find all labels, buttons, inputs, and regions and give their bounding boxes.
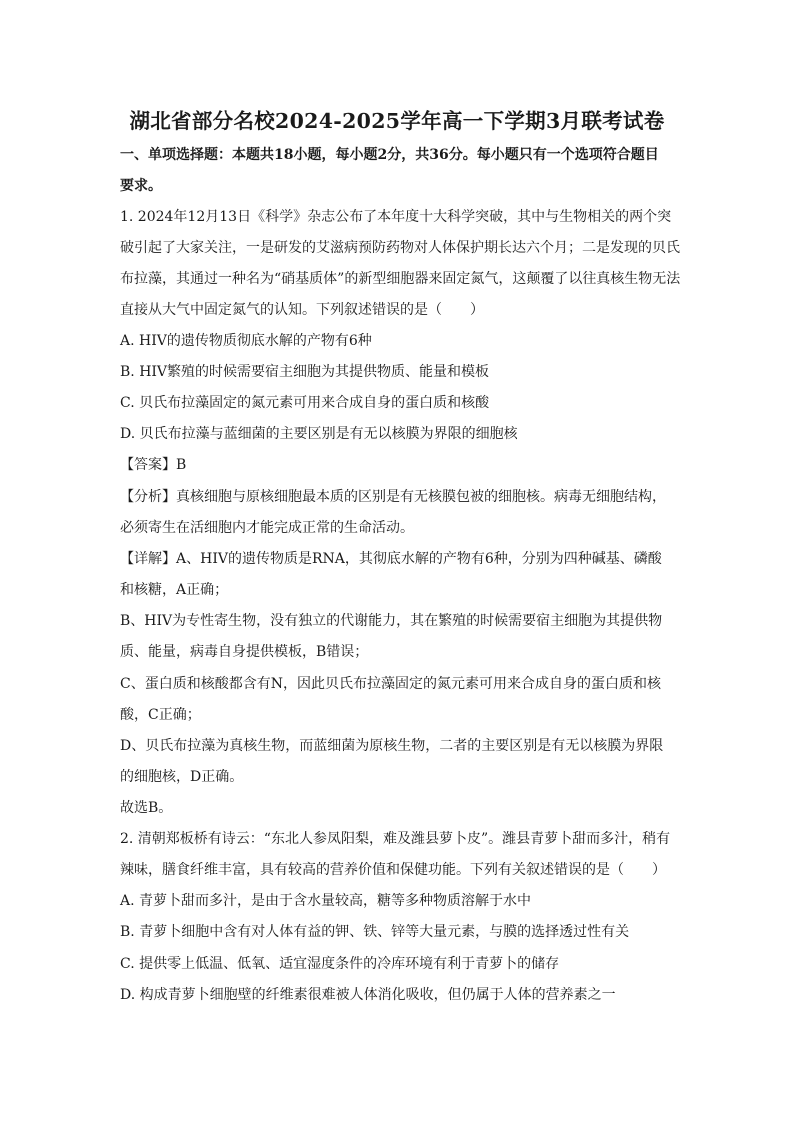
q1-stem-line-2: 破引起了大家关注，一是研发的艾滋病预防药物对人体保护期长达六个月；二是发现的贝氏 [120,240,680,256]
q1-detail-line-4: 质、能量，病毒自身提供模板，B错误； [120,644,369,660]
q1-detail-line-8: 的细胞核，D正确。 [120,769,244,785]
q1-stem-line-1: 1. 2024年12月13日《科学》杂志公布了本年度十大科学突破，其中与生物相关的两个突 [120,209,672,225]
q1-detail-line-7: D、贝氏布拉藻为真核生物，而蓝细菌为原核生物，二者的主要区别是有无以核膜为界限 [120,738,664,754]
q1-stem-line-3: 布拉藻，其通过一种名为“硝基质体”的新型细胞器来固定氮气，这颠覆了以往真核生物无法 [120,271,681,287]
q1-answer: 【答案】B [120,457,187,473]
q1-stem-line-4: 直接从大气中固定氮气的认知。下列叙述错误的是（ ） [120,302,484,318]
q2-option-c: C. 提供零上低温、低氧、适宜湿度条件的冷库环境有利于青萝卜的储存 [120,956,560,972]
q1-detail-line-1: 【详解】A、HIV的遗传物质是RNA，其彻底水解的产物有6种，分别为四种碱基、磷酸 [120,551,662,567]
q1-detail-line-2: 和核糖，A正确； [120,582,229,598]
q1-conclusion: 故选B。 [120,800,173,816]
q1-detail-line-3: B、HIV为专性寄生物，没有独立的代谢能力，其在繁殖的时候需要宿主细胞为其提供物 [120,613,663,629]
q1-option-a: A. HIV的遗传物质彻底水解的产物有6种 [120,333,372,349]
exam-title: 湖北省部分名校2024-2025学年高一下学期3月联考试卷 [129,109,665,133]
q1-option-c: C. 贝氏布拉藻固定的氮元素可用来合成自身的蛋白质和核酸 [120,395,490,411]
q2-option-a: A. 青萝卜甜而多汁，是由于含水量较高，糖等多种物质溶解于水中 [120,893,532,909]
q1-analysis-line-2: 必须寄生在活细胞内才能完成正常的生命活动。 [120,520,414,536]
q1-option-b: B. HIV繁殖的时候需要宿主细胞为其提供物质、能量和模板 [120,364,490,380]
q2-option-b: B. 青萝卜细胞中含有对人体有益的钾、铁、锌等大量元素，与膜的选择透过性有关 [120,924,630,940]
q1-detail-line-5: C、蛋白质和核酸都含有N，因此贝氏布拉藻固定的氮元素可用来合成自身的蛋白质和核 [120,676,661,692]
q2-stem-line-2: 辣味，膳食纤维丰富，具有较高的营养价值和保健功能。下列有关叙述错误的是（ ） [120,862,666,878]
q1-option-d: D. 贝氏布拉藻与蓝细菌的主要区别是有无以核膜为界限的细胞核 [120,426,518,442]
q1-detail-line-6: 酸，C正确； [120,707,201,723]
q2-stem-line-1: 2. 清朝郑板桥有诗云：“东北人参凤阳梨，难及潍县萝卜皮”。潍县青萝卜甜而多汁，稍有 [120,831,671,847]
section-heading-line-1: 一、单项选择题：本题共18小题，每小题2分，共36分。每小题只有一个选项符合题目 [120,147,659,163]
q1-analysis-line-1: 【分析】真核细胞与原核细胞最本质的区别是有无核膜包被的细胞核。病毒无细胞结构， [120,489,666,505]
q2-option-d: D. 构成青萝卜细胞壁的纤维素很难被人体消化吸收，但仍属于人体的营养素之一 [120,987,616,1003]
section-heading-line-2: 要求。 [120,178,162,194]
